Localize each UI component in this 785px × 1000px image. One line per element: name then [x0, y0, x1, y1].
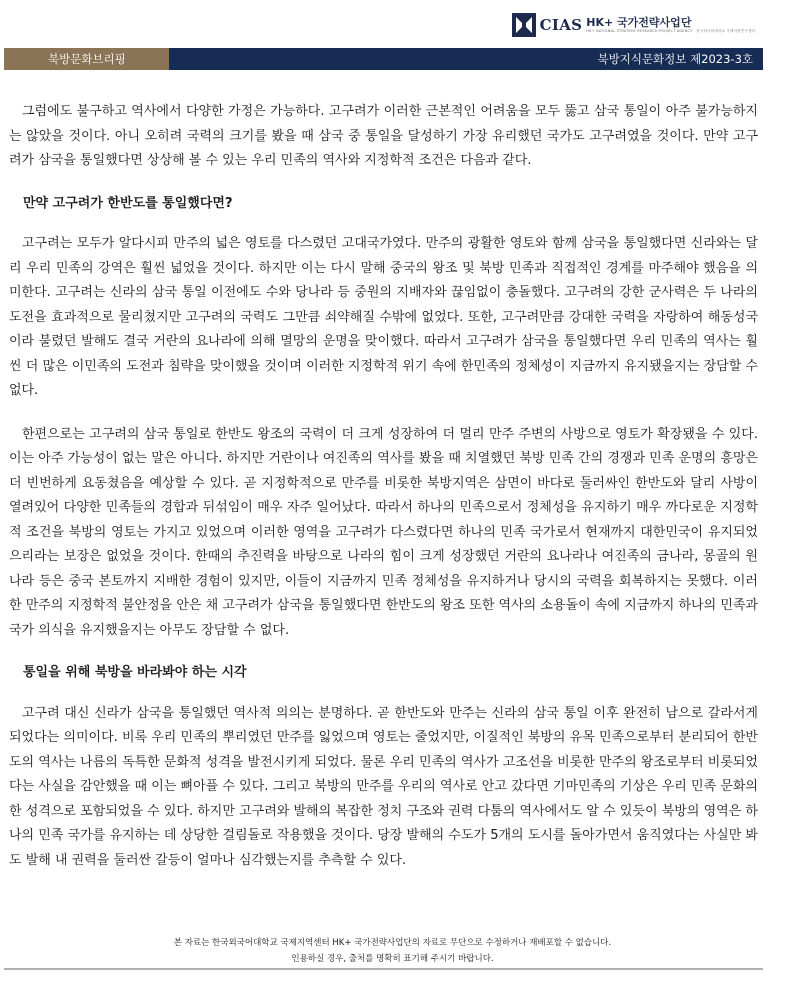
- logo-title: HK+ 국가전략사업단: [586, 15, 692, 29]
- series-label: 북방문화브리핑: [4, 48, 169, 70]
- paragraph-intro: 그럼에도 불구하고 역사에서 다양한 가정은 가능하다. 고구려가 이러한 근본적인 어려움을 모두 뚫고 삼국 통일이 아주 불가능하지는 않았을 것이다. 아니 오히려 국력의 크기를 봤을 때 삼국 중 통일을 달성하기 가장 유리했던 국가도 고구려였을 것이다. 만약 고구려가 삼국을 통일했다면 상상해 볼 수 있는 우리 민족의 역사와 지정학적 조건은 다음과 같다.: [9, 104, 758, 168]
- header-bar: [4, 48, 763, 70]
- cias-logo: [511, 10, 755, 40]
- footer-divider: [4, 968, 763, 970]
- footer-notice: [0, 935, 785, 967]
- footer-copyright: 본 자료는 한국외국어대학교 국제지역센터 HK+ 국가전략사업단의 자료로 무단으로 수정하거나 재배포할 수 없습니다.: [173, 938, 612, 948]
- paragraph-silla-unification: 고구려 대신 신라가 삼국을 통일했던 역사적 의의는 분명하다. 곧 한반도와 만주는 신라의 삼국 통일 이후 완전히 남으로 갈라서게 되었다는 의미이다. 비록 우리 민족의 뿌리였던 만주를 잃었으며 영토는 줄었지만, 이질적인 북방의 유목 민족으로부터 분리되어 한반도의 역사는 나름의 독특한 문화적 성격을 발전시키게 되었다. 물론 우리 민족의 역사가 고조선을 비롯한 만주의 왕조로부터 비롯되었다는 사실을 감안했을 때 이는 뼈아플 수 있다. 그리고 북방의 만주를 우리의 역사로 안고 갔다면 기마민족의 기상은 우리 민족 문화의 한 성격으로 포함되었을 수 있다. 하지만 고구려와 발해의 복잡한 정치 구조와 권력 다툼의 역사에서도 알 수 있듯이 북방의 영역은 하나의 민족 국가를 유지하는 데 상당한 걸림돌로 작용했을 것이다. 당장 발해의 수도가 5개의 도시를 돌아가면서 움직였다는 사실만 봐도 발해 내 권력을 둘러싼 갈등이 얼마나 심각했는지를 추측할 수 있다.: [9, 705, 758, 868]
- logo-cias-text: CIAS: [539, 16, 583, 34]
- document-body: [9, 100, 758, 873]
- paragraph-manchuria-geopolitics: 한편으로는 고구려의 삼국 통일로 한반도 왕조의 국력이 더 크게 성장하여 더 멀리 만주 주변의 사방으로 영토가 확장됐을 수 있다. 이는 아주 가능성이 없는 말은 아니다. 하지만 거란이나 여진족의 역사를 봤을 때 치열했던 북방 민족 간의 경쟁과 민족 운명의 흥망은 더 빈번하게 요동쳤음을 예상할 수 있다. 곧 지정학적으로 만주를 비롯한 북방지역은 삼면이 바다로 둘러싸인 한반도와 달리 사방이 열려있어 다양한 민족들의 경합과 뒤섞임이 매우 자주 일어났다. 따라서 하나의 민족으로서 정체성을 유지하기 매우 까다로운 지정학적 조건을 북방의 영토는 가지고 있었으며 이러한 영역을 고구려가 다스렸다면 하나의 민족 국가로서 현재까지 대한민국이 유지되었으리라는 보장은 없었을 것이다. 한때의 추진력을 바탕으로 나라의 힘이 크게 성장했던 거란의 요나라나 여진족의 금나라, 몽골의 원나라 등은 중국 본토까지 지배한 경험이 있지만, 이들이 지금까지 민족 정체성을 유지하거나 당시의 국력을 회복하지는 못했다. 이러한 만주의 지정학적 불안정을 안은 채 고구려가 삼국을 통일했다면 한반도의 왕조 또한 역사의 소용돌이 속에 지금까지 하나의 민족과 국가 의식을 유지했을지는 아무도 장담할 수 없다.: [9, 426, 758, 638]
- cias-emblem-icon: [511, 12, 537, 38]
- footer-citation: 인용하실 경우, 출처를 명확히 표기해 주시기 바랍니다.: [291, 954, 494, 964]
- section-heading-1: 만약 고구려가 한반도를 통일했다면?: [23, 195, 233, 211]
- paragraph-goguryeo-territory: 고구려는 모두가 알다시피 만주의 넓은 영토를 다스렸던 고대국가였다. 만주의 광활한 영토와 함께 삼국을 통일했다면 신라와는 달리 우리 민족의 강역은 훨씬 넓었을 것이다. 하지만 이는 다시 말해 중국의 왕조 및 북방 민족과 직접적인 경계를 마주해야 했음을 의미한다. 고구려는 신라의 삼국 통일 이전에도 수와 당나라 등 중원의 지배자와 끊임없이 충돌했다. 고구려의 강한 군사력은 두 나라의 도전을 효과적으로 물리쳤지만 고구려의 국력도 그만큼 쇠약해질 수밖에 없었다. 또한, 고구려만큼 강대한 국력을 자랑하여 해동성국이라 불렸던 발해도 결국 거란의 요나라에 의해 멸망의 운명을 맞이했다. 따라서 고구려가 삼국을 통일했다면 우리 민족의 역사는 훨씬 더 많은 이민족의 도전과 침략을 맞이했을 것이며 이러한 지정학적 위기 속에 한민족의 정체성이 지금까지 유지됐을지는 장담할 수 없다.: [9, 236, 758, 398]
- logo-subtitle: HK+ NATIONAL STRATEGY RESEARCH PROJECT AGENCY · 한국외국어대학교 국제지역연구센터: [586, 28, 755, 33]
- section-heading-2: 통일을 위해 북방을 바라봐야 하는 시각: [23, 665, 247, 680]
- issue-label: 북방지식문화정보 제2023-3호: [169, 48, 763, 70]
